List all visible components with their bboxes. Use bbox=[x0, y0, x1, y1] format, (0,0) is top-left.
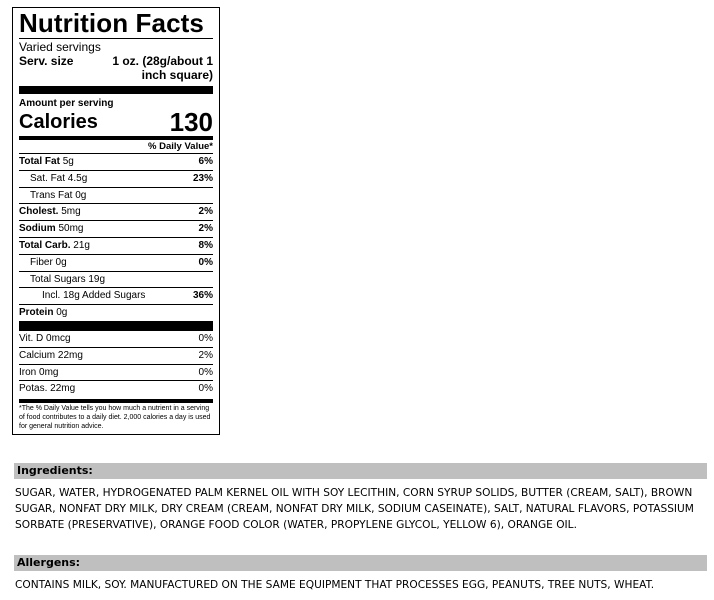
nutrient-row-sat-fat bbox=[19, 171, 213, 188]
divider bbox=[19, 38, 213, 39]
nutrient-pct: 2% bbox=[198, 349, 213, 361]
nutrition-facts-label bbox=[12, 7, 220, 435]
nutrient-row-vitamin-d bbox=[19, 331, 213, 348]
nutrient-pct: 23% bbox=[192, 172, 213, 184]
nutrient-row-cholesterol bbox=[19, 204, 213, 221]
nutrient-row-trans-fat bbox=[19, 188, 213, 205]
nutrient-amount: 5g bbox=[62, 156, 74, 167]
nutrient-label: Trans Fat 0g bbox=[30, 189, 87, 201]
nutrient-label: Sat. Fat 4.5g bbox=[30, 172, 88, 184]
serving-size-value: 1 oz. (28g/about 1 inch square) bbox=[112, 54, 213, 82]
nutrient-label: Sodium bbox=[19, 223, 56, 235]
nutrient-row-iron bbox=[19, 365, 213, 382]
nutrient-pct: 2% bbox=[198, 206, 213, 218]
nutrient-row-fiber bbox=[19, 255, 213, 272]
nutrient-label: Incl. 18g Added Sugars bbox=[42, 290, 146, 302]
allergens-heading: Allergens: bbox=[14, 555, 707, 571]
thick-divider bbox=[19, 321, 213, 331]
serving-size-label: Serv. size bbox=[19, 54, 74, 68]
nutrient-row-total-sugars bbox=[19, 272, 213, 289]
nutrient-label: Total Sugars 19g bbox=[30, 273, 106, 285]
ingredients-heading: Ingredients: bbox=[14, 463, 707, 479]
nutrient-label: Cholest. bbox=[19, 206, 59, 218]
nutrient-amount: 21g bbox=[73, 239, 90, 251]
nutrient-pct: 0% bbox=[198, 383, 213, 395]
nutrient-row-total-fat bbox=[19, 154, 213, 171]
daily-value-footnote: *The % Daily Value tells you how much a nutrient in a serving of food contributes to a daily diet. 2,000 calories a day is used for general nutrition advice. bbox=[19, 399, 213, 431]
calories-value: 130 bbox=[169, 107, 213, 137]
servings-count: Varied servings bbox=[19, 40, 101, 54]
nutrient-pct: 2% bbox=[198, 223, 213, 235]
nutrient-label: Iron 0mg bbox=[19, 366, 59, 378]
thick-divider bbox=[19, 86, 213, 94]
nutrient-pct: 0% bbox=[198, 366, 213, 378]
nutrient-amount: 0g bbox=[56, 307, 68, 319]
nutrient-amount: 5mg bbox=[61, 206, 81, 218]
nutrient-row-sodium bbox=[19, 221, 213, 238]
calories-label: Calories bbox=[19, 111, 98, 133]
nutrient-label: Protein bbox=[19, 307, 54, 319]
nutrient-pct: 0% bbox=[198, 256, 213, 268]
nutrient-pct: 36% bbox=[192, 290, 213, 302]
nutrient-label: Fiber 0g bbox=[30, 256, 67, 268]
nutrient-row-protein bbox=[19, 305, 213, 321]
nutrient-pct: 0% bbox=[198, 332, 213, 344]
nutrient-row-total-carb bbox=[19, 238, 213, 255]
nutrient-label: Calcium 22mg bbox=[19, 349, 83, 361]
nutrient-label: Total Fat bbox=[19, 156, 60, 167]
nutrient-row-calcium bbox=[19, 348, 213, 365]
nutrition-title: Nutrition Facts bbox=[19, 8, 204, 38]
nutrient-label: Potas. 22mg bbox=[19, 383, 76, 395]
amount-per-serving: Amount per serving bbox=[19, 98, 114, 109]
nutrient-label: Vit. D 0mcg bbox=[19, 332, 71, 344]
ingredients-text: SUGAR, WATER, HYDROGENATED PALM KERNEL OIL WITH SOY LECITHIN, CORN SYRUP SOLIDS, BUTTER (CREAM, SALT), BROWN SUGAR, NONFAT DRY MILK, DRY CREAM (CREAM, NONFAT DRY MILK, SODIUM CASEINATE), SALT, NATURAL FLAVORS, POTASSIUM SORBATE (PRESERVATIVE), ORANGE FOOD COLOR (WATER, PROPYLENE GLYCOL, YELLOW 6), ORANGE OIL. bbox=[15, 487, 694, 531]
daily-value-header: % Daily Value* bbox=[19, 140, 213, 154]
serving-size-row bbox=[19, 54, 213, 82]
nutrient-pct: 6% bbox=[198, 156, 213, 167]
nutrient-label: Total Carb. bbox=[19, 239, 71, 251]
nutrient-row-added-sugars bbox=[19, 288, 213, 305]
allergens-text: CONTAINS MILK, SOY. MANUFACTURED ON THE SAME EQUIPMENT THAT PROCESSES EGG, PEANUTS, TREE NUTS, WHEAT. bbox=[15, 579, 655, 591]
nutrient-row-potassium bbox=[19, 381, 213, 397]
calories-row bbox=[19, 109, 213, 135]
nutrient-amount: 50mg bbox=[58, 223, 84, 235]
nutrient-pct: 8% bbox=[198, 239, 213, 251]
